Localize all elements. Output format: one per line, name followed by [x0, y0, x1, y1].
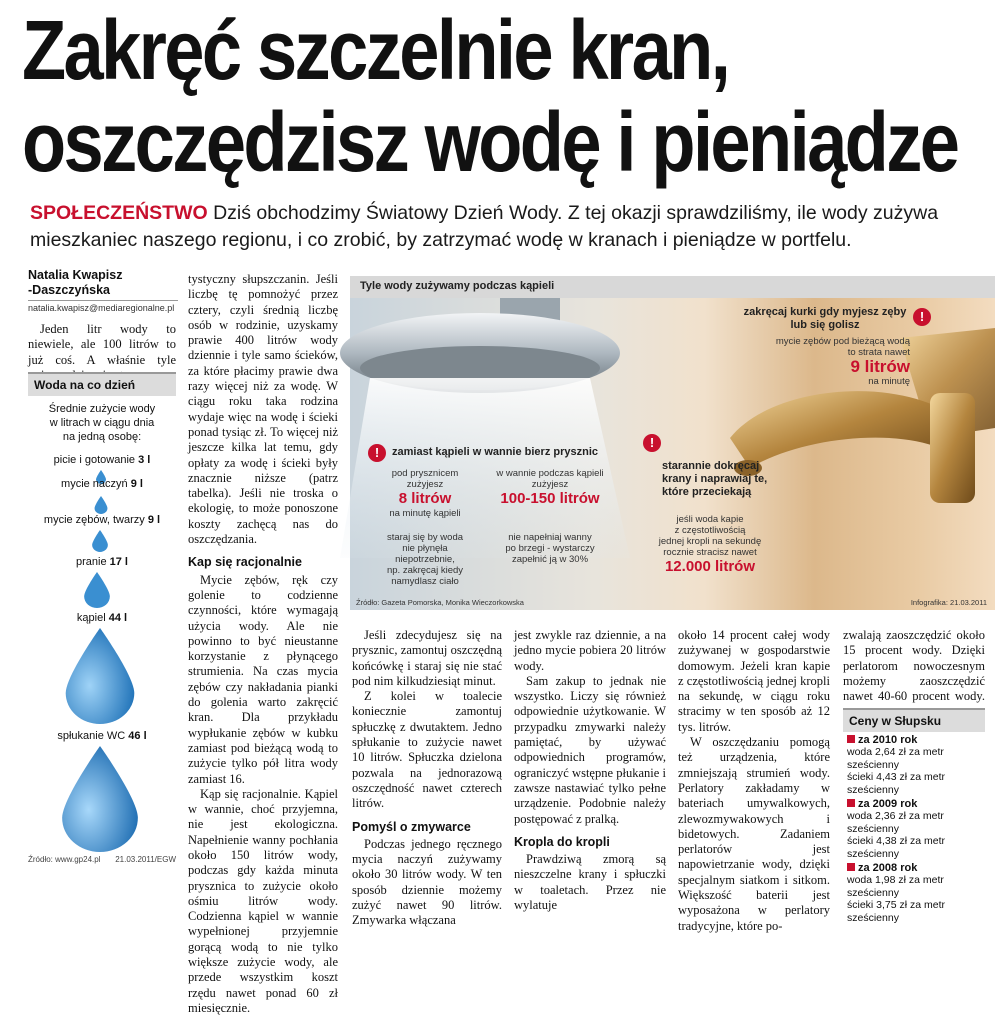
column-5	[678, 628, 830, 934]
water-drop-icon	[92, 530, 108, 552]
subheading: Kap się racjonalnie	[188, 555, 302, 570]
paragraph: Jeśli zdecydujesz się na prysznic, zamontuj oszczędną końcówkę i staraj się nie stać pod nim kilkudziesiąt minut.	[352, 628, 502, 688]
paragraph: Podczas jednego ręcznego mycia naczyń zużywamy około 30 litrów wody. W ten sposób dziennie możemy zużyć nawet 90 litrów. Zmywarka włączana	[352, 836, 502, 928]
sidebar-subtitle: Średnie zużycie wody w litrach w ciągu dnia na jedną osobę:	[48, 403, 156, 443]
teeth-header: zakręcaj kurki gdy myjesz zęby lub się golisz	[743, 306, 907, 331]
column-2	[188, 272, 338, 1016]
alert-icon: !	[368, 444, 386, 462]
price-sewage: ścieki 4,38 zł za metr sześcienny	[847, 835, 946, 860]
price-year: za 2009 rok	[843, 798, 985, 810]
shower-header: zamiast kąpieli w wannie bierz prysznic	[392, 446, 599, 458]
infographic-source: Źródło: Gazeta Pomorska, Monika Wieczorkowska	[356, 598, 524, 607]
paragraph: W oszczędzaniu pomogą też urządzenia, które zmniejszają strumień wody. Perlatory zakładamy w bateriach umywalkowych, zlewozmywakowych i bidetowych. Zadaniem perlatorów jest napowietrzanie wody, dzięki specjalnym siatkom i sitkom. Większość baterii jest wyposażona w perlatory tradycyjne, które po-	[678, 735, 830, 933]
leak-info: jeśli woda kapie z częstotliwością jednej kropli na sekundę rocznie stracisz nawet 12.000 litrów	[650, 514, 770, 576]
usage-item: picie i gotowanie 3 l	[53, 454, 151, 466]
lead-text: Dziś obchodzimy Światowy Dzień Wody. Z tej okazji sprawdziliśmy, ile wody zużywa mieszkaniec naszego regionu, i co zrobić, by zatrzymać wodę w kranach i pieniądze w portfelu.	[30, 202, 939, 251]
price-sewage: ścieki 4,43 zł za metr sześcienny	[847, 771, 946, 796]
infographic-credit: Infografika: 21.03.2011	[910, 598, 987, 607]
shower-head-image	[350, 298, 640, 558]
leak-header: starannie dokręcaj krany i naprawiaj te, które przeciekają	[662, 460, 768, 498]
bath-value: 100-150 litrów	[500, 490, 600, 507]
price-row	[843, 734, 985, 796]
price-year: za 2008 rok	[843, 862, 985, 874]
tip-2: nie napełniaj wanny po brzegi - wystarczy zapełnić ją w 30%	[505, 532, 595, 565]
usage-item: mycie naczyń 9 l	[61, 478, 143, 490]
sidebar-source: Źródło: www.gp24.pl 21.03.2011/EGW	[28, 855, 176, 864]
lead-paragraph	[30, 200, 990, 254]
alert-icon: !	[643, 434, 661, 452]
usage-item: kąpiel 44 l	[76, 612, 128, 624]
author-email[interactable]: natalia.kwapisz@mediaregionalne.pl	[28, 300, 178, 313]
usage-item: mycie zębów, twarzy 9 l	[43, 514, 161, 526]
price-row	[843, 862, 985, 924]
headline-line-1: Zakręć szczelnie kran,	[22, 3, 729, 97]
paragraph: tystyczny słupszczanin. Jeśli liczbę tę pomnożyć przez cztery, czyli średnią liczbę osób w rodzinie, uzyskamy prawie 400 litrów wody dziennie i tyle samo ścieków, za które płacimy prawie dwa razy więcej niż za wodę. W ciągu roku taka rodzina wydaje więc na wodę i ścieki ponad tysiąc zł. To więcej niż jeszcze kilka lat temu, gdy opłaty za wodę i ścieki były znacznie niższe (patrz tabelka). Jeśli nie troska o ekologię, to może ponoszone koszty zachęcą nas do oszczędzania.	[188, 272, 338, 547]
water-drop-icon	[58, 628, 142, 724]
paragraph: Mycie zębów, ręk czy golenie to codzienne czynności, które wymagają użycia wody. Ale nie powinno to być nieustanne korzystanie z płynącego strumienia. Na czas mycia zębów czy nakładania pianki do golenia warto zakręcić kran. Dla przykładu wypłukanie zębów w kubku zamiast pod bieżącą wodą to zużycie tylko pół litra wody zamiast 16.	[188, 572, 338, 786]
intro-paragraph: Jeden litr wody to niewiele, ale 100 litrów to już coś. A właśnie tyle	[28, 322, 176, 367]
paragraph: Kąp się racjonalnie. Kąpiel w wannie, choć przyjemna, nie jest ekologiczna. Napełnienie wanny pochłania około 150 litrów wody, podczas gdy każda minuta prysznica to zużycie około ośmiu litrów wody. Codzienna kąpiel w wannie wypełnionej przyjemnie gorącą wodą to nie tylko większe zużycie wody, ale przede wszystkim koszt rzędu nawet ponad 60 zł miesięcznie.	[188, 786, 338, 1015]
subheading: Pomyśl o zmywarce	[352, 819, 471, 834]
column-4	[514, 628, 666, 913]
prices-box	[843, 708, 985, 924]
bath-info: w wannie podczas kąpieli zużyjesz 100-150 litrów	[485, 468, 615, 508]
byline	[28, 268, 178, 313]
shower-value: 8 litrów	[398, 490, 452, 507]
usage-item: pranie 17 l	[76, 556, 128, 568]
price-row	[843, 798, 985, 860]
sidebar-title: Woda na co dzień	[28, 372, 176, 396]
teeth-info: mycie zębów pod bieżącą wodą to strata nawet 9 litrów na minutę	[730, 336, 910, 387]
price-water: woda 2,64 zł za metr sześcienny	[847, 746, 944, 771]
paragraph: około 14 procent całej wody zużywanej w gospodarstwie domowym. Jeżeli kran kapie z częstotliwością jednej kropli na sekundę, w ciągu roku stracimy w ten sposób aż 12 tys. litrów.	[678, 628, 830, 734]
headline	[22, 3, 958, 189]
water-drop-icon	[84, 572, 110, 608]
column-6	[843, 628, 985, 720]
headline-line-2: oszczędzisz wodę i pieniądze	[22, 95, 958, 189]
price-water: woda 2,36 zł za metr sześcienny	[847, 810, 944, 835]
water-drop-icon	[52, 746, 148, 852]
bath-infographic	[350, 276, 995, 610]
tip-1: staraj się by woda nie płynęła niepotrzebnie, np. zakręcaj kiedy namydlasz ciało	[386, 532, 464, 587]
prices-title: Ceny w Słupsku	[843, 710, 985, 732]
paragraph: Sam zakup to jednak nie wszystko. Liczy się również odpowiednie użytkowanie. W przypadku zmywarki należy pamiętać, by używać odpowiednich programów, ograniczyć wstępne płukanie i zawsze nastawiać tylko pełne urządzenie. Podobnie należy postępować z pralką.	[514, 673, 666, 826]
water-drop-icon	[94, 496, 108, 514]
subheading: Kropla do kropli	[514, 834, 610, 849]
paragraph: jest zwykle raz dziennie, a na jedno mycie pobiera 20 litrów wody.	[514, 628, 666, 673]
teeth-value: 9 litrów	[850, 357, 910, 376]
paragraph: Z kolei w toalecie koniecznie zamontuj spłuczkę z dwutaktem. Jedno spłukanie to zużycie nawet 10 litrów. Spłuczka dzielona pozwala na jednorazową oszczędność nawet czterech litrów.	[352, 689, 502, 811]
paragraph: Prawdziwą zmorą są nieszczelne krany i spłuczki w toaletach. Przez nie wylatuje	[514, 852, 666, 913]
alert-icon: !	[913, 308, 931, 326]
column-3	[352, 628, 502, 929]
author-name-2: -Daszczyńska	[28, 283, 110, 297]
leak-value: 12.000 litrów	[664, 558, 756, 575]
water-usage-sidebar	[28, 372, 176, 864]
price-year: za 2010 rok	[843, 734, 985, 746]
paragraph: zwalają zaoszczędzić około 15 procent wody. Dzięki perlatorom nowoczesnym możemy zaoszczędzić nawet 40-60 procent wody.	[843, 628, 985, 704]
infographic-title: Tyle wody zużywamy podczas kąpieli	[350, 276, 995, 298]
price-water: woda 1,98 zł za metr sześcienny	[847, 874, 944, 899]
section-kicker: SPOŁECZEŃSTWO	[30, 202, 208, 224]
usage-item: spłukanie WC 46 l	[57, 730, 147, 742]
price-sewage: ścieki 3,75 zł za metr sześcienny	[847, 899, 946, 924]
shower-info: pod prysznicem zużyjesz 8 litrów na minutę kąpieli	[370, 468, 480, 519]
author-name: Natalia Kwapisz	[28, 268, 123, 282]
